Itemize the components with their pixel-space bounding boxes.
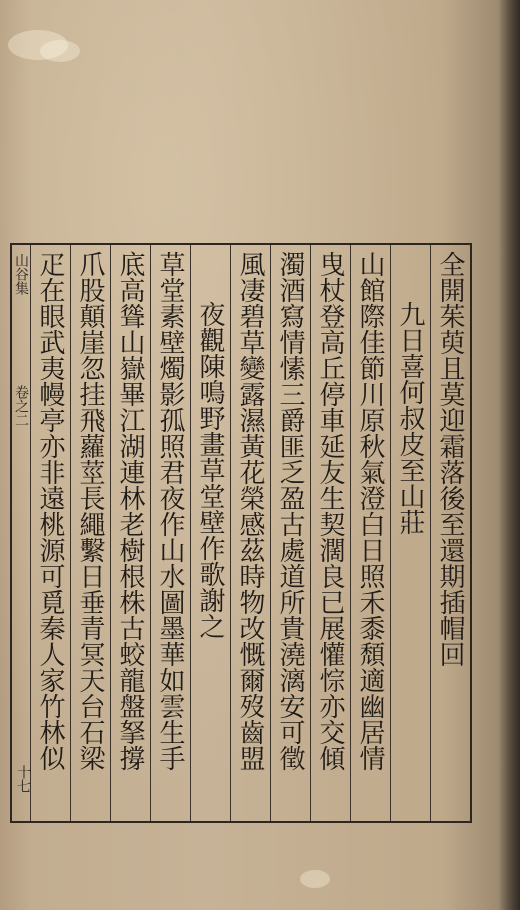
page-binding-edge — [498, 0, 520, 910]
column-rule — [150, 245, 151, 821]
text-column-8: 草堂素壁燭影孤照君夜作山水圖墨華如雲生手 — [155, 251, 185, 771]
column-rule — [390, 245, 391, 821]
column-rule — [70, 245, 71, 821]
text-column-5: 濁酒寫情愫三爵匪乏盈古處道所貴澆漓安可徵 — [275, 251, 305, 771]
column-rule — [190, 245, 191, 821]
text-column-11: 疋在眼武夷幔亭亦非遠桃源可覓秦人家竹林似 — [35, 251, 65, 771]
text-column-10: 爪股顛崖忽挂飛蘿莖長繩繫日垂青冥天台石梁 — [75, 251, 105, 771]
paper-stain — [300, 870, 330, 888]
margin-title: 山谷集 — [13, 253, 29, 295]
column-rule — [110, 245, 111, 821]
text-column-9: 底高聳山嶽畢江湖連林老樹根株古蛟龍盤拏撐 — [115, 251, 145, 771]
text-column-4: 曳杖登高丘停車延友生契濶良已展懽悰亦交傾 — [315, 251, 345, 771]
paper-stain — [40, 40, 80, 62]
column-rule — [350, 245, 351, 821]
text-frame — [10, 243, 472, 823]
margin-juan: 卷之二 — [13, 385, 29, 427]
column-rule — [430, 245, 431, 821]
column-rule — [310, 245, 311, 821]
text-column-2-poem-title: 九日喜何叔皮至山莊 — [395, 301, 425, 535]
margin-page-number: 十七 — [15, 765, 31, 793]
text-column-3: 山館際佳節川原秋氣澄白日照禾黍頹適幽居情 — [355, 251, 385, 771]
column-rule — [270, 245, 271, 821]
column-rule — [230, 245, 231, 821]
text-column-1: 全開茱萸且莫迎霜落後至還期插帽回 — [435, 251, 465, 667]
text-column-6: 風凄碧草變露濕黃花榮感茲時物改慨爾歿齒盟 — [235, 251, 265, 771]
margin-column — [12, 245, 31, 821]
text-column-7-poem-title: 夜觀陳鳴野畫草堂壁作歌謝之 — [195, 301, 225, 639]
